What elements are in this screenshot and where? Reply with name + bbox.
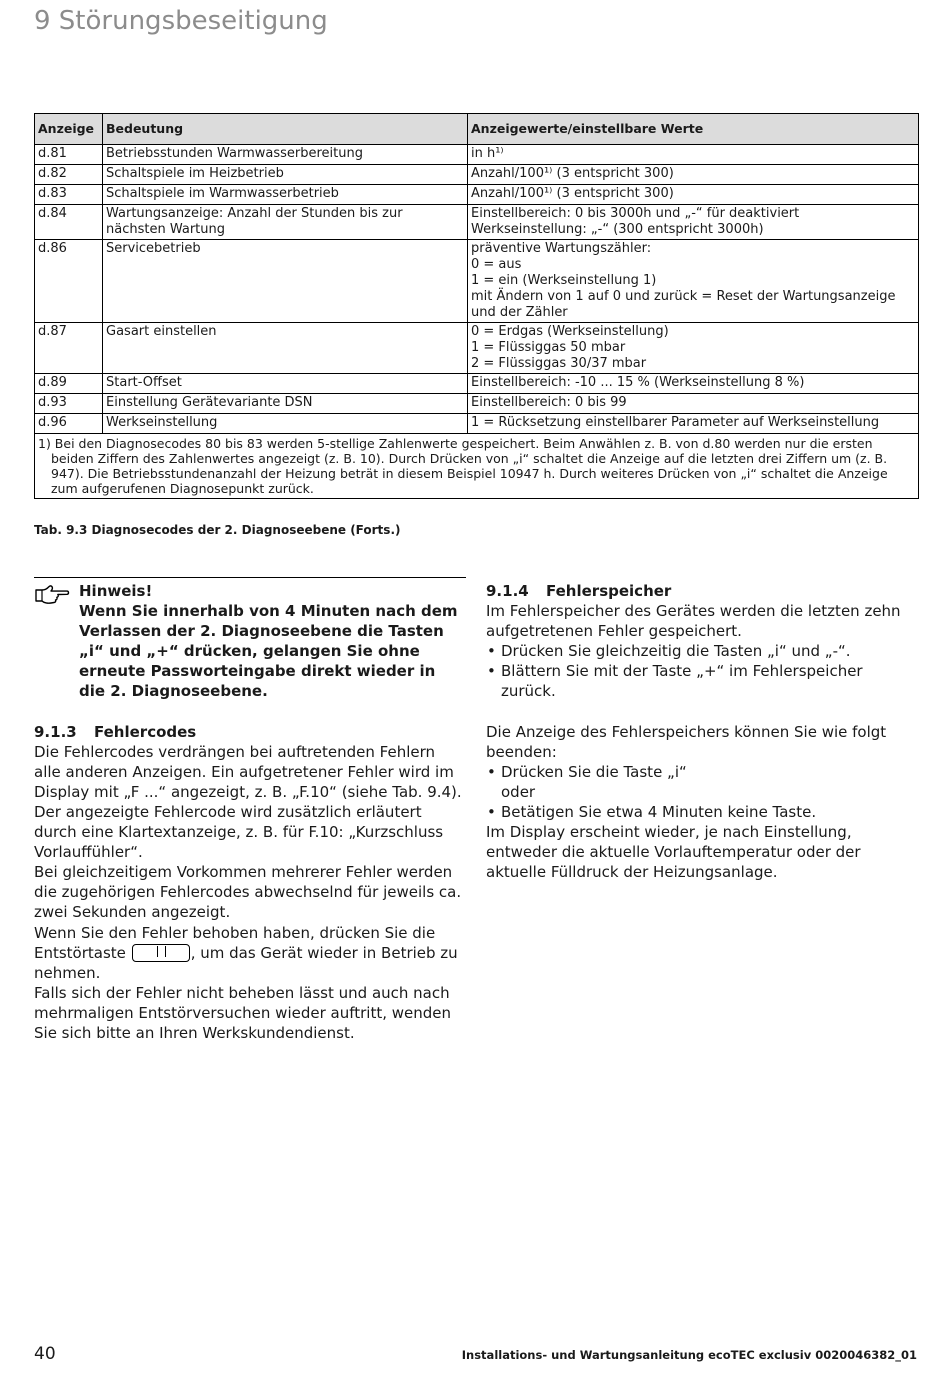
section-title: Fehlercodes	[94, 722, 197, 741]
table-footnote: 1) Bei den Diagnosecodes 80 bis 83 werden 5-stellige Zahlenwerte gespeichert. Beim Anwählen z. B. von d.80 werden nur die ersten beiden Ziffern des Zahlenwertes angezeigt (z. B. 10). Durch Drücken von „i“ schaltet die Anzeige auf die letzten drei Ziffern um (z. B. 947). Die Betriebsstundenanzahl der Heizung beträt in diesem Beispiel 10947 h. Durch weiteres Drücken von „i“ schaltet die Anzeige zum aufgerufenen Diagnosepunkt zurück.	[38, 436, 888, 496]
list-item: • Blättern Sie mit der Taste „+“ im Fehlerspeicher zurück.	[486, 661, 916, 701]
table-row	[35, 414, 919, 434]
row-meaning: Start-Offset	[103, 374, 468, 394]
row-code: d.82	[35, 165, 103, 185]
right-column	[486, 577, 916, 882]
paragraph: Im Display erscheint wieder, je nach Einstellung, entweder die aktuelle Vorlauftemperatur oder der aktuelle Fülldruck der Heizungsanlage.	[486, 823, 861, 882]
row-values: präventive Wartungszähler: 0 = aus 1 = ein (Werkseinstellung 1) mit Ändern von 1 auf 0 und zurück = Reset der Wartungsanzeige und der Zähler	[468, 240, 919, 323]
paragraph-text: , um das Gerät wieder in Betrieb zu nehmen.	[34, 943, 458, 982]
footer-document-title: Installations- und Wartungsanleitung ecoTEC exclusiv 0020046382_01	[461, 1348, 917, 1362]
bullet-list	[486, 641, 916, 701]
chapter-title: 9 Störungsbeseitigung	[34, 6, 328, 36]
row-meaning: Wartungsanzeige: Anzahl der Stunden bis zur nächsten Wartung	[103, 205, 468, 240]
paragraph: Im Fehlerspeicher des Gerätes werden die letzten zehn aufgetretenen Fehler gespeichert.	[486, 602, 901, 641]
row-meaning: Einstellung Gerätevariante DSN	[103, 394, 468, 414]
table-row	[35, 145, 919, 165]
row-code: d.96	[35, 414, 103, 434]
list-item: • Drücken Sie gleichzeitig die Tasten „i“ und „-“.	[486, 641, 916, 661]
row-meaning: Gasart einstellen	[103, 323, 468, 374]
list-item: • Betätigen Sie etwa 4 Minuten keine Taste.	[486, 802, 916, 822]
table-row	[35, 323, 919, 374]
column-header-bedeutung: Bedeutung	[103, 114, 468, 145]
section-number: 9.1.4	[486, 582, 529, 600]
paragraph: Bei gleichzeitigem Vorkommen mehrerer Fehler werden die zugehörigen Fehlercodes abwechselnd für jeweils ca. zwei Sekunden angezeigt.	[34, 863, 462, 922]
diagnose-codes-table	[34, 113, 919, 499]
section-title: Fehlerspeicher	[546, 582, 672, 600]
row-values: Anzahl/100¹⁾ (3 entspricht 300)	[468, 185, 919, 205]
row-code: d.87	[35, 323, 103, 374]
left-column	[34, 577, 466, 1043]
row-meaning: Werkseinstellung	[103, 414, 468, 434]
row-code: d.89	[35, 374, 103, 394]
hint-body: Wenn Sie innerhalb von 4 Minuten nach dem Verlassen der 2. Diagnoseebene die Tasten „i“ und „+“ drücken, gelangen Sie ohne erneute Passworteingabe direkt wieder in die 2. Diagnoseebene.	[79, 602, 458, 701]
table-footnote-cell	[35, 434, 919, 499]
table-row	[35, 165, 919, 185]
row-values: 0 = Erdgas (Werkseinstellung) 1 = Flüssiggas 50 mbar 2 = Flüssiggas 30/37 mbar	[468, 323, 919, 374]
row-meaning: Betriebsstunden Warmwasserbereitung	[103, 145, 468, 165]
section-heading-fehlercodes	[34, 722, 466, 742]
table-row	[35, 240, 919, 323]
row-values: Einstellbereich: -10 ... 15 % (Werkseinstellung 8 %)	[468, 374, 919, 394]
bullet-list	[486, 762, 916, 782]
table-header-row	[35, 114, 919, 145]
pointing-hand-icon	[34, 583, 70, 605]
reset-key-icon	[132, 944, 190, 962]
list-item: • Drücken Sie die Taste „i“	[486, 762, 916, 782]
table-footnote-row	[35, 434, 919, 499]
row-meaning: Schaltspiele im Warmwasserbetrieb	[103, 185, 468, 205]
row-meaning: Servicebetrieb	[103, 240, 468, 323]
paragraph: Die Anzeige des Fehlerspeichers können Sie wie folgt beenden:	[486, 722, 887, 761]
row-values: 1 = Rücksetzung einstellbarer Parameter auf Werkseinstellung	[468, 414, 919, 434]
row-values: Einstellbereich: 0 bis 99	[468, 394, 919, 414]
row-code: d.83	[35, 185, 103, 205]
bullet-list	[486, 802, 916, 822]
table-row	[35, 394, 919, 414]
hint-title: Hinweis!	[79, 582, 153, 600]
paragraph-reset-key	[34, 923, 466, 983]
row-meaning: Schaltspiele im Heizbetrieb	[103, 165, 468, 185]
paragraph: Falls sich der Fehler nicht beheben lässt und auch nach mehrmaligen Entstörversuchen wieder auftritt, wenden Sie sich bitte an Ihren Werkskundendienst.	[34, 983, 452, 1042]
row-values: Einstellbereich: 0 bis 3000h und „-“ für deaktiviert Werkseinstellung: „-“ (300 entspricht 3000h)	[468, 205, 919, 240]
table-row	[35, 185, 919, 205]
hint-text-block	[79, 581, 466, 702]
section-number: 9.1.3	[34, 722, 77, 741]
hint-box	[34, 577, 466, 702]
table-row	[35, 374, 919, 394]
row-values: in h¹⁾	[468, 145, 919, 165]
row-code: d.81	[35, 145, 103, 165]
section-heading-fehlerspeicher	[486, 581, 916, 601]
paragraph: Die Fehlercodes verdrängen bei auftretenden Fehlern alle anderen Anzeigen. Ein aufgetretener Fehler wird im Display mit „F ...“ angezeigt, z. B. „F.10“ (siehe Tab. 9.4). Der angezeigte Fehlercode wird zusätzlich erläutert durch eine Klartextanzeige, z. B. für F.10: „Kurzschluss Vorlauffühler“.	[34, 742, 462, 862]
column-header-anzeige: Anzeige	[35, 114, 103, 145]
page-number: 40	[34, 1344, 56, 1364]
row-code: d.84	[35, 205, 103, 240]
row-code: d.86	[35, 240, 103, 323]
column-header-werte: Anzeigewerte/einstellbare Werte	[468, 114, 919, 145]
row-values: Anzahl/100¹⁾ (3 entspricht 300)	[468, 165, 919, 185]
table-caption: Tab. 9.3 Diagnosecodes der 2. Diagnoseebene (Forts.)	[34, 523, 401, 537]
table-row	[35, 205, 919, 240]
paragraph-text: Wenn Sie den Fehler behoben haben, drücken Sie die Entstörtaste	[34, 923, 436, 962]
row-code: d.93	[35, 394, 103, 414]
or-label: oder	[501, 782, 536, 801]
